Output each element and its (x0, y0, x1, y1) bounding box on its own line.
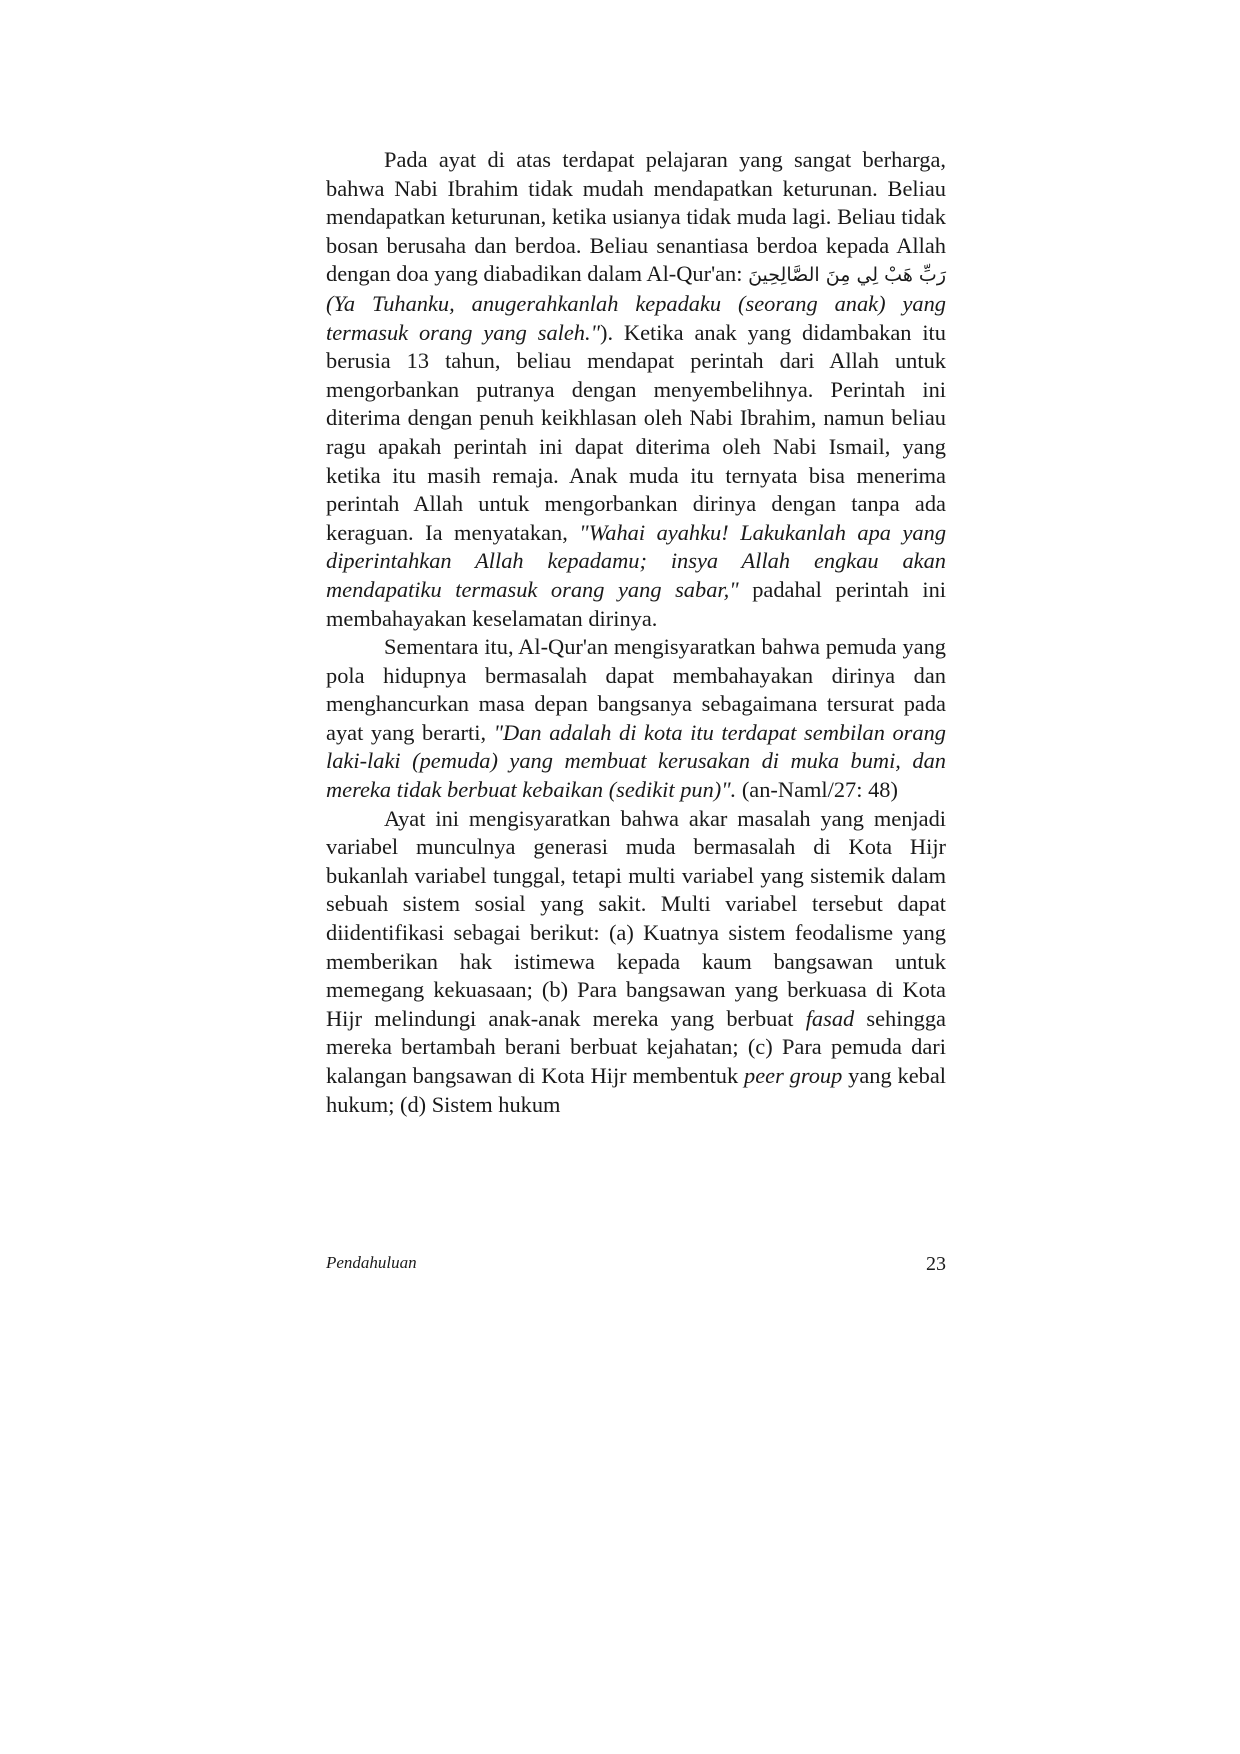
text-run: Ayat ini mengisyaratkan bahwa akar masalah yang menjadi variabel munculnya generasi muda bermasalah di Kota Hijr bukanlah variabel tunggal, tetapi multi variabel yang sistemik dalam sebuah sistem sosial yang sakit. Multi variabel tersebut dapat diidentifikasi sebagai berikut: (a) Kuatnya sistem feodalisme yang memberikan hak istimewa kepada kaum bangsawan untuk memegang kekuasaan; (b) Para bangsawan yang berkuasa di Kota Hijr melindungi anak-anak mereka yang berbuat (326, 805, 946, 1031)
text-run: Pada ayat di atas terdapat pelajaran yang sangat berharga, bahwa Nabi Ibrahim tidak mudah mendapatkan keturunan. Beliau mendapatkan keturunan, ketika usianya tidak muda lagi. Beliau tidak bosan berusaha dan berdoa. Beliau senantiasa berdoa kepada Allah dengan doa yang diabadikan dalam Al-Qur'an: (326, 147, 946, 287)
text-run: yang kebal hukum; (d) Sistem hukum (326, 1063, 947, 1117)
paragraph-3 (326, 805, 946, 1120)
italic-term: peer group (744, 1063, 843, 1088)
text-run: padahal perintah ini membahayakan keselamatan dirinya. (326, 576, 946, 631)
paragraph-2 (326, 633, 946, 805)
chapter-title: Pendahuluan (326, 1253, 417, 1272)
text-run: sehingga mereka bertambah berani berbuat kejahatan; (c) Para pemuda dari kalangan bangsawan di Kota Hijr membentuk (326, 1005, 946, 1088)
paragraph-1 (326, 146, 946, 633)
body-text (326, 146, 946, 1119)
italic-translation: (Ya Tuhanku, anugerahkanlah kepadaku (seorang anak) yang termasuk orang yang saleh." (326, 290, 946, 345)
text-run: Sementara itu, Al-Qur'an mengisyaratkan bahwa pemuda yang pola hidupnya bermasalah dapat membahayakan dirinya dan menghancurkan masa depan bangsanya sebagaimana tersurat pada ayat yang berarti, (326, 634, 946, 745)
text-run: (an-Naml/27: 48) (736, 777, 898, 803)
italic-quote: "Dan adalah di kota itu terdapat sembilan orang laki-laki (pemuda) yang membuat kerusakan di muka bumi, dan mereka tidak berbuat kebaikan (sedikit pun)". (326, 719, 946, 803)
italic-quote: "Wahai ayahku! Lakukanlah apa yang diperintahkan Allah kepadamu; insya Allah engkau akan mendapatiku termasuk orang yang sabar," (326, 519, 947, 602)
arabic-prayer: رَبِّ هَبْ لِي مِنَ الصَّالِحِينَ (748, 264, 946, 287)
page-number: 23 (926, 1253, 946, 1275)
italic-term: fasad (805, 1005, 855, 1031)
text-run: ). Ketika anak yang didambakan itu berusia 13 tahun, beliau mendapat perintah dari Allah untuk mengorbankan putranya dengan menyembelihnya. Perintah ini diterima dengan penuh keikhlasan oleh Nabi Ibrahim, namun beliau ragu apakah perintah ini dapat diterima oleh Nabi Ismail, yang ketika itu masih remaja. Anak muda itu ternyata bisa menerima perintah Allah untuk mengorbankan dirinya dengan tanpa ada keraguan. Ia menyatakan, (326, 319, 946, 545)
